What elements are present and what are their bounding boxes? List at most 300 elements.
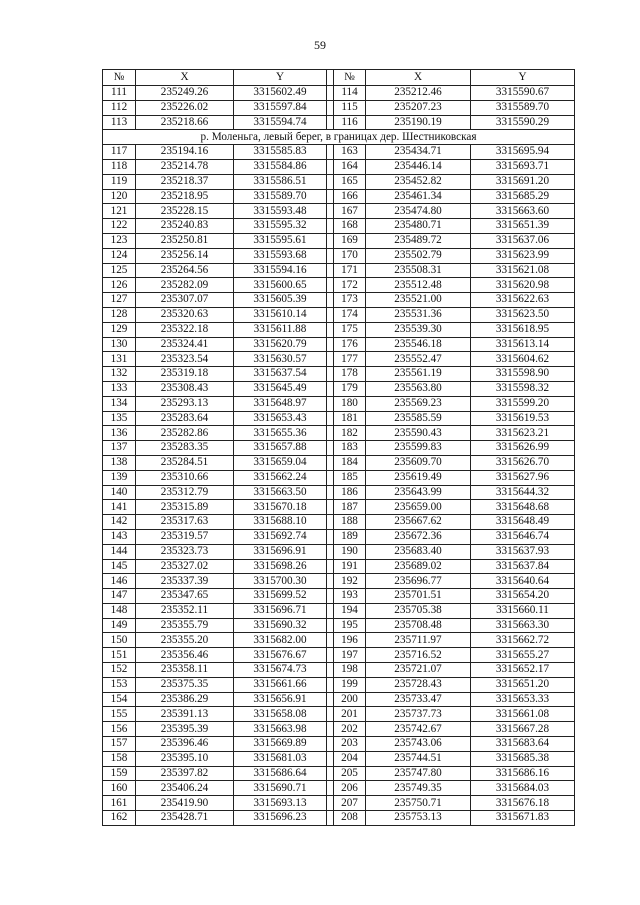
x-value: 235323.54 <box>136 352 234 367</box>
column-separator <box>327 204 334 219</box>
x-value: 235434.71 <box>366 145 471 160</box>
point-number: 143 <box>103 529 136 544</box>
column-separator <box>327 648 334 663</box>
column-separator <box>327 618 334 633</box>
y-value: 3315698.26 <box>234 559 327 574</box>
point-number: 156 <box>103 722 136 737</box>
y-value: 3315598.32 <box>471 381 575 396</box>
y-value: 3315590.67 <box>471 86 575 101</box>
point-number: 188 <box>334 515 366 530</box>
x-value: 235753.13 <box>366 811 471 826</box>
column-separator <box>327 278 334 293</box>
point-number: 196 <box>334 633 366 648</box>
y-value: 3315655.27 <box>471 648 575 663</box>
y-value: 3315654.20 <box>471 589 575 604</box>
y-value: 3315648.97 <box>234 396 327 411</box>
x-value: 235324.41 <box>136 337 234 352</box>
x-value: 235419.90 <box>136 796 234 811</box>
x-value: 235284.51 <box>136 455 234 470</box>
x-value: 235461.34 <box>366 189 471 204</box>
x-value: 235502.79 <box>366 248 471 263</box>
table-row <box>103 618 575 633</box>
table-row <box>103 86 575 101</box>
x-value: 235539.30 <box>366 322 471 337</box>
x-value: 235319.57 <box>136 529 234 544</box>
x-value: 235214.78 <box>136 159 234 174</box>
x-value: 235705.38 <box>366 603 471 618</box>
point-number: 201 <box>334 707 366 722</box>
y-value: 3315597.84 <box>234 100 327 115</box>
point-number: 157 <box>103 737 136 752</box>
x-value: 235375.35 <box>136 677 234 692</box>
y-value: 3315688.10 <box>234 515 327 530</box>
x-value: 235480.71 <box>366 219 471 234</box>
y-value: 3315661.66 <box>234 677 327 692</box>
y-value: 3315651.39 <box>471 219 575 234</box>
column-separator <box>327 70 334 86</box>
x-value: 235312.79 <box>136 485 234 500</box>
column-separator <box>327 293 334 308</box>
column-separator <box>327 189 334 204</box>
column-separator <box>327 574 334 589</box>
point-number: 114 <box>334 86 366 101</box>
table-row <box>103 145 575 160</box>
x-value: 235711.97 <box>366 633 471 648</box>
x-value: 235317.63 <box>136 515 234 530</box>
point-number: 195 <box>334 618 366 633</box>
x-value: 235319.18 <box>136 367 234 382</box>
x-value: 235395.10 <box>136 751 234 766</box>
x-value: 235749.35 <box>366 781 471 796</box>
y-value: 3315620.79 <box>234 337 327 352</box>
column-separator <box>327 663 334 678</box>
y-value: 3315661.08 <box>471 707 575 722</box>
table-row <box>103 278 575 293</box>
table-row <box>103 559 575 574</box>
table-row <box>103 574 575 589</box>
y-value: 3315637.54 <box>234 367 327 382</box>
point-number: 169 <box>334 233 366 248</box>
point-number: 138 <box>103 455 136 470</box>
x-value: 235721.07 <box>366 663 471 678</box>
point-number: 205 <box>334 766 366 781</box>
x-value: 235546.18 <box>366 337 471 352</box>
x-value: 235308.43 <box>136 381 234 396</box>
coordinate-rows <box>103 145 575 826</box>
y-value: 3315610.14 <box>234 307 327 322</box>
y-value: 3315671.83 <box>471 811 575 826</box>
y-value: 3315618.95 <box>471 322 575 337</box>
point-number: 126 <box>103 278 136 293</box>
x-value: 235428.71 <box>136 811 234 826</box>
x-value: 235307.07 <box>136 293 234 308</box>
x-value: 235701.51 <box>366 589 471 604</box>
point-number: 124 <box>103 248 136 263</box>
point-number: 115 <box>334 100 366 115</box>
point-number: 129 <box>103 322 136 337</box>
y-value: 3315651.20 <box>471 677 575 692</box>
point-number: 166 <box>334 189 366 204</box>
table-row <box>103 115 575 130</box>
y-value: 3315627.96 <box>471 470 575 485</box>
x-value: 235352.11 <box>136 603 234 618</box>
header-x-left: X <box>136 70 234 86</box>
point-number: 127 <box>103 293 136 308</box>
x-value: 235315.89 <box>136 500 234 515</box>
y-value: 3315586.51 <box>234 174 327 189</box>
y-value: 3315686.16 <box>471 766 575 781</box>
x-value: 235320.63 <box>136 307 234 322</box>
point-number: 165 <box>334 174 366 189</box>
column-separator <box>327 159 334 174</box>
point-number: 198 <box>334 663 366 678</box>
x-value: 235521.00 <box>366 293 471 308</box>
y-value: 3315663.98 <box>234 722 327 737</box>
table-row <box>103 189 575 204</box>
point-number: 190 <box>334 544 366 559</box>
y-value: 3315696.91 <box>234 544 327 559</box>
y-value: 3315584.86 <box>234 159 327 174</box>
point-number: 192 <box>334 574 366 589</box>
x-value: 235282.86 <box>136 426 234 441</box>
point-number: 185 <box>334 470 366 485</box>
y-value: 3315593.68 <box>234 248 327 263</box>
point-number: 140 <box>103 485 136 500</box>
column-separator <box>327 145 334 160</box>
header-row <box>103 70 575 86</box>
point-number: 178 <box>334 367 366 382</box>
section-title: р. Моленьга, левый берег, в границах дер. Шестниковская <box>103 130 575 145</box>
y-value: 3315645.49 <box>234 381 327 396</box>
x-value: 235747.80 <box>366 766 471 781</box>
point-number: 179 <box>334 381 366 396</box>
column-separator <box>327 485 334 500</box>
x-value: 235750.71 <box>366 796 471 811</box>
y-value: 3315656.91 <box>234 692 327 707</box>
x-value: 235619.49 <box>366 470 471 485</box>
y-value: 3315658.08 <box>234 707 327 722</box>
x-value: 235561.19 <box>366 367 471 382</box>
point-number: 146 <box>103 574 136 589</box>
column-separator <box>327 381 334 396</box>
table-row <box>103 811 575 826</box>
column-separator <box>327 322 334 337</box>
point-number: 159 <box>103 766 136 781</box>
point-number: 144 <box>103 544 136 559</box>
point-number: 147 <box>103 589 136 604</box>
x-value: 235689.02 <box>366 559 471 574</box>
y-value: 3315700.30 <box>234 574 327 589</box>
y-value: 3315630.57 <box>234 352 327 367</box>
x-value: 235249.26 <box>136 86 234 101</box>
y-value: 3315646.74 <box>471 529 575 544</box>
x-value: 235283.35 <box>136 441 234 456</box>
point-number: 168 <box>334 219 366 234</box>
x-value: 235508.31 <box>366 263 471 278</box>
y-value: 3315623.21 <box>471 426 575 441</box>
y-value: 3315684.03 <box>471 781 575 796</box>
table-row <box>103 796 575 811</box>
x-value: 235672.36 <box>366 529 471 544</box>
y-value: 3315613.14 <box>471 337 575 352</box>
x-value: 235446.14 <box>366 159 471 174</box>
point-number: 117 <box>103 145 136 160</box>
x-value: 235264.56 <box>136 263 234 278</box>
column-separator <box>327 515 334 530</box>
y-value: 3315662.72 <box>471 633 575 648</box>
column-separator <box>327 233 334 248</box>
column-separator <box>327 219 334 234</box>
point-number: 112 <box>103 100 136 115</box>
table-row <box>103 219 575 234</box>
table-row <box>103 441 575 456</box>
column-separator <box>327 100 334 115</box>
x-value: 235708.48 <box>366 618 471 633</box>
y-value: 3315653.33 <box>471 692 575 707</box>
y-value: 3315699.52 <box>234 589 327 604</box>
column-separator <box>327 441 334 456</box>
point-number: 161 <box>103 796 136 811</box>
point-number: 183 <box>334 441 366 456</box>
table-row <box>103 307 575 322</box>
y-value: 3315660.11 <box>471 603 575 618</box>
x-value: 235531.36 <box>366 307 471 322</box>
point-number: 170 <box>334 248 366 263</box>
point-number: 118 <box>103 159 136 174</box>
point-number: 191 <box>334 559 366 574</box>
x-value: 235310.66 <box>136 470 234 485</box>
y-value: 3315622.63 <box>471 293 575 308</box>
point-number: 182 <box>334 426 366 441</box>
column-separator <box>327 174 334 189</box>
y-value: 3315683.64 <box>471 737 575 752</box>
point-number: 132 <box>103 367 136 382</box>
y-value: 3315604.62 <box>471 352 575 367</box>
y-value: 3315691.20 <box>471 174 575 189</box>
y-value: 3315653.43 <box>234 411 327 426</box>
point-number: 193 <box>334 589 366 604</box>
point-number: 139 <box>103 470 136 485</box>
y-value: 3315589.70 <box>234 189 327 204</box>
point-number: 134 <box>103 396 136 411</box>
column-separator <box>327 722 334 737</box>
table-row <box>103 544 575 559</box>
column-separator <box>327 500 334 515</box>
column-separator <box>327 337 334 352</box>
y-value: 3315595.61 <box>234 233 327 248</box>
y-value: 3315644.32 <box>471 485 575 500</box>
x-value: 235190.19 <box>366 115 471 130</box>
table-row <box>103 455 575 470</box>
table-row <box>103 766 575 781</box>
x-value: 235659.00 <box>366 500 471 515</box>
table-row <box>103 174 575 189</box>
table-row <box>103 515 575 530</box>
y-value: 3315669.89 <box>234 737 327 752</box>
x-value: 235218.95 <box>136 189 234 204</box>
x-value: 235737.73 <box>366 707 471 722</box>
column-separator <box>327 692 334 707</box>
point-number: 153 <box>103 677 136 692</box>
table-row <box>103 411 575 426</box>
column-separator <box>327 352 334 367</box>
y-value: 3315676.67 <box>234 648 327 663</box>
x-value: 235347.65 <box>136 589 234 604</box>
x-value: 235683.40 <box>366 544 471 559</box>
y-value: 3315670.18 <box>234 500 327 515</box>
y-value: 3315682.00 <box>234 633 327 648</box>
column-separator <box>327 263 334 278</box>
x-value: 235240.83 <box>136 219 234 234</box>
point-number: 202 <box>334 722 366 737</box>
point-number: 141 <box>103 500 136 515</box>
table-row <box>103 263 575 278</box>
y-value: 3315685.29 <box>471 189 575 204</box>
table-row <box>103 352 575 367</box>
y-value: 3315599.20 <box>471 396 575 411</box>
point-number: 199 <box>334 677 366 692</box>
y-value: 3315662.24 <box>234 470 327 485</box>
column-separator <box>327 115 334 130</box>
point-number: 121 <box>103 204 136 219</box>
point-number: 172 <box>334 278 366 293</box>
point-number: 189 <box>334 529 366 544</box>
point-number: 149 <box>103 618 136 633</box>
point-number: 207 <box>334 796 366 811</box>
column-separator <box>327 426 334 441</box>
point-number: 111 <box>103 86 136 101</box>
x-value: 235282.09 <box>136 278 234 293</box>
top-rows <box>103 86 575 130</box>
x-value: 235552.47 <box>366 352 471 367</box>
point-number: 208 <box>334 811 366 826</box>
point-number: 184 <box>334 455 366 470</box>
x-value: 235452.82 <box>366 174 471 189</box>
y-value: 3315659.04 <box>234 455 327 470</box>
column-separator <box>327 544 334 559</box>
point-number: 142 <box>103 515 136 530</box>
point-number: 164 <box>334 159 366 174</box>
point-number: 119 <box>103 174 136 189</box>
x-value: 235643.99 <box>366 485 471 500</box>
point-number: 160 <box>103 781 136 796</box>
x-value: 235391.13 <box>136 707 234 722</box>
table-row <box>103 367 575 382</box>
x-value: 235397.82 <box>136 766 234 781</box>
x-value: 235218.66 <box>136 115 234 130</box>
point-number: 203 <box>334 737 366 752</box>
x-value: 235355.20 <box>136 633 234 648</box>
table-row <box>103 781 575 796</box>
y-value: 3315640.64 <box>471 574 575 589</box>
y-value: 3315648.68 <box>471 500 575 515</box>
point-number: 145 <box>103 559 136 574</box>
y-value: 3315623.99 <box>471 248 575 263</box>
table-row <box>103 500 575 515</box>
x-value: 235599.83 <box>366 441 471 456</box>
point-number: 171 <box>334 263 366 278</box>
point-number: 133 <box>103 381 136 396</box>
y-value: 3315696.23 <box>234 811 327 826</box>
table-row <box>103 648 575 663</box>
table-row <box>103 100 575 115</box>
table-row <box>103 692 575 707</box>
header-number-right: № <box>334 70 366 86</box>
y-value: 3315657.88 <box>234 441 327 456</box>
x-value: 235283.64 <box>136 411 234 426</box>
x-value: 235194.16 <box>136 145 234 160</box>
y-value: 3315621.08 <box>471 263 575 278</box>
table-row <box>103 426 575 441</box>
column-separator <box>327 707 334 722</box>
table-row <box>103 707 575 722</box>
x-value: 235406.24 <box>136 781 234 796</box>
table-row <box>103 603 575 618</box>
x-value: 235327.02 <box>136 559 234 574</box>
point-number: 197 <box>334 648 366 663</box>
column-separator <box>327 367 334 382</box>
point-number: 131 <box>103 352 136 367</box>
x-value: 235716.52 <box>366 648 471 663</box>
x-value: 235512.48 <box>366 278 471 293</box>
point-number: 137 <box>103 441 136 456</box>
x-value: 235226.02 <box>136 100 234 115</box>
column-separator <box>327 248 334 263</box>
y-value: 3315681.03 <box>234 751 327 766</box>
column-separator <box>327 677 334 692</box>
point-number: 155 <box>103 707 136 722</box>
x-value: 235386.29 <box>136 692 234 707</box>
point-number: 175 <box>334 322 366 337</box>
x-value: 235358.11 <box>136 663 234 678</box>
column-separator <box>327 751 334 766</box>
x-value: 235218.37 <box>136 174 234 189</box>
x-value: 235395.39 <box>136 722 234 737</box>
y-value: 3315686.64 <box>234 766 327 781</box>
x-value: 235356.46 <box>136 648 234 663</box>
y-value: 3315619.53 <box>471 411 575 426</box>
table-row <box>103 293 575 308</box>
column-separator <box>327 811 334 826</box>
x-value: 235250.81 <box>136 233 234 248</box>
x-value: 235256.14 <box>136 248 234 263</box>
x-value: 235728.43 <box>366 677 471 692</box>
point-number: 194 <box>334 603 366 618</box>
y-value: 3315626.70 <box>471 455 575 470</box>
point-number: 162 <box>103 811 136 826</box>
x-value: 235667.62 <box>366 515 471 530</box>
y-value: 3315648.49 <box>471 515 575 530</box>
point-number: 180 <box>334 396 366 411</box>
y-value: 3315620.98 <box>471 278 575 293</box>
y-value: 3315693.13 <box>234 796 327 811</box>
y-value: 3315590.29 <box>471 115 575 130</box>
header-y-right: Y <box>471 70 575 86</box>
y-value: 3315695.94 <box>471 145 575 160</box>
point-number: 125 <box>103 263 136 278</box>
y-value: 3315663.30 <box>471 618 575 633</box>
y-value: 3315690.32 <box>234 618 327 633</box>
y-value: 3315600.65 <box>234 278 327 293</box>
column-separator <box>327 603 334 618</box>
point-number: 206 <box>334 781 366 796</box>
point-number: 154 <box>103 692 136 707</box>
point-number: 181 <box>334 411 366 426</box>
y-value: 3315602.49 <box>234 86 327 101</box>
x-value: 235744.51 <box>366 751 471 766</box>
table-row <box>103 677 575 692</box>
y-value: 3315685.38 <box>471 751 575 766</box>
